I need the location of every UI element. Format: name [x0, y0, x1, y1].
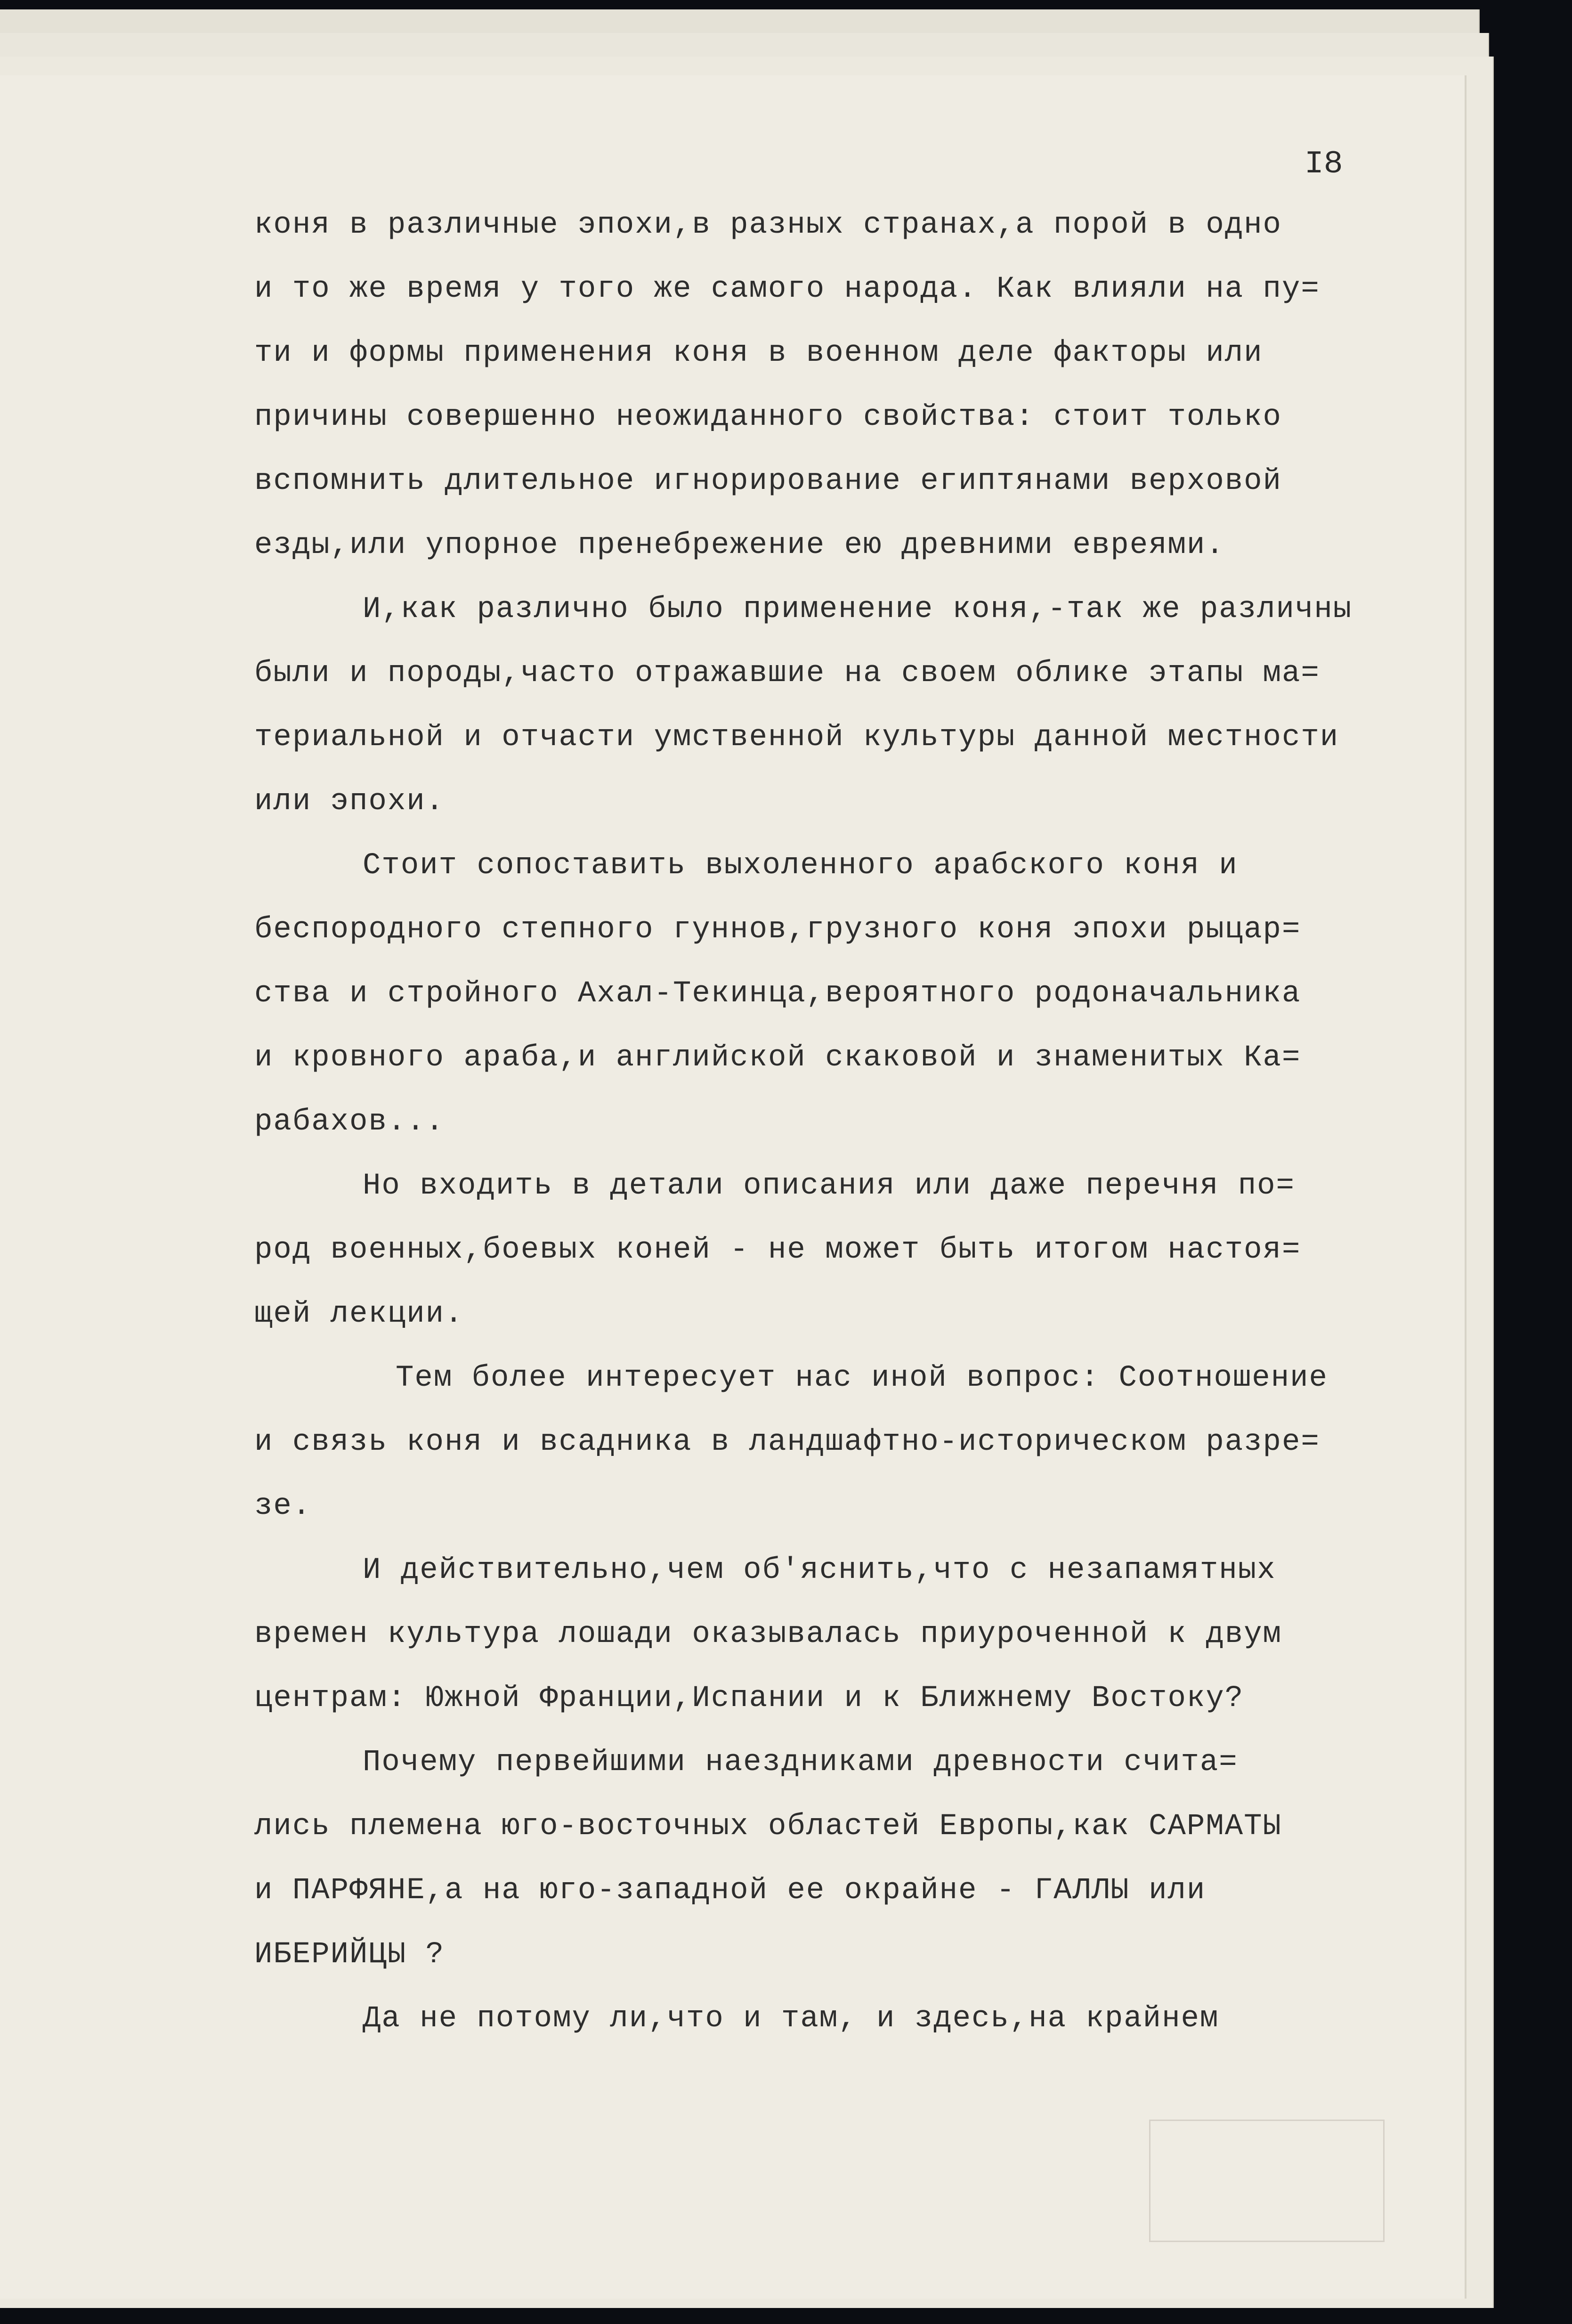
text-line: ИБЕРИЙЦЫ ?: [254, 1938, 445, 1972]
body-text: [254, 193, 1441, 2051]
text-line: ти и формы применения коня в военном деле факторы или: [254, 336, 1263, 370]
text-line: и то же время у того же самого народа. Как влияли на пу=: [254, 272, 1320, 306]
text-line: лись племена юго-восточных областей Европы,как САРМАТЫ: [254, 1810, 1282, 1844]
text-line: Но входить в детали описания или даже перечня по=: [363, 1169, 1295, 1203]
typewritten-page: [0, 75, 1465, 2299]
text-line: и ПАРФЯНЕ,а на юго-западной ее окрайне - ГАЛЛЫ или: [254, 1874, 1206, 1908]
text-line: и кровного араба,и английской скаковой и знаменитых Ка=: [254, 1041, 1301, 1075]
text-line: времен культура лошади оказывалась приуроченной к двум: [254, 1617, 1282, 1651]
text-line: причины совершенно неожиданного свойства: стоит только: [254, 400, 1282, 434]
text-line: ства и стройного Ахал-Текинца,вероятного родоначальника: [254, 977, 1301, 1011]
text-line: И действительно,чем об'яснить,что с незапамятных: [363, 1553, 1276, 1587]
text-line: и связь коня и всадника в ландшафтно-историческом разре=: [254, 1425, 1320, 1459]
text-line: коня в различные эпохи,в разных странах,а порой в одно: [254, 208, 1282, 242]
text-line: Стоит сопоставить выхоленного арабского коня и: [363, 849, 1238, 883]
text-line: И,как различно было применение коня,-так же различны: [363, 593, 1353, 626]
text-line: щей лекции.: [254, 1297, 464, 1331]
text-line: центрам: Южной Франции,Испании и к Ближнему Востоку?: [254, 1682, 1244, 1715]
text-line: Тем более интересует нас иной вопрос: Соотношение: [396, 1361, 1328, 1395]
archive-stamp: [1149, 2120, 1385, 2242]
text-line: рабахов...: [254, 1105, 445, 1139]
text-line: или эпохи.: [254, 785, 445, 819]
text-line: были и породы,часто отражавшие на своем облике этапы ма=: [254, 657, 1320, 691]
text-line: беспородного степного гуннов,грузного коня эпохи рыцар=: [254, 913, 1301, 947]
text-line: зе.: [254, 1489, 312, 1523]
text-line: териальной и отчасти умственной культуры данной местности: [254, 721, 1339, 755]
page-number: I8: [1305, 146, 1343, 182]
text-line: род военных,боевых коней - не может быть итогом настоя=: [254, 1233, 1301, 1267]
text-line: езды,или упорное пренебрежение ею древними евреями.: [254, 528, 1225, 562]
text-line: вспомнить длительное игнорирование египтянами верховой: [254, 464, 1282, 498]
text-line: Да не потому ли,что и там, и здесь,на крайнем: [363, 2002, 1219, 2036]
text-line: Почему первейшими наездниками древности счита=: [363, 1746, 1238, 1780]
